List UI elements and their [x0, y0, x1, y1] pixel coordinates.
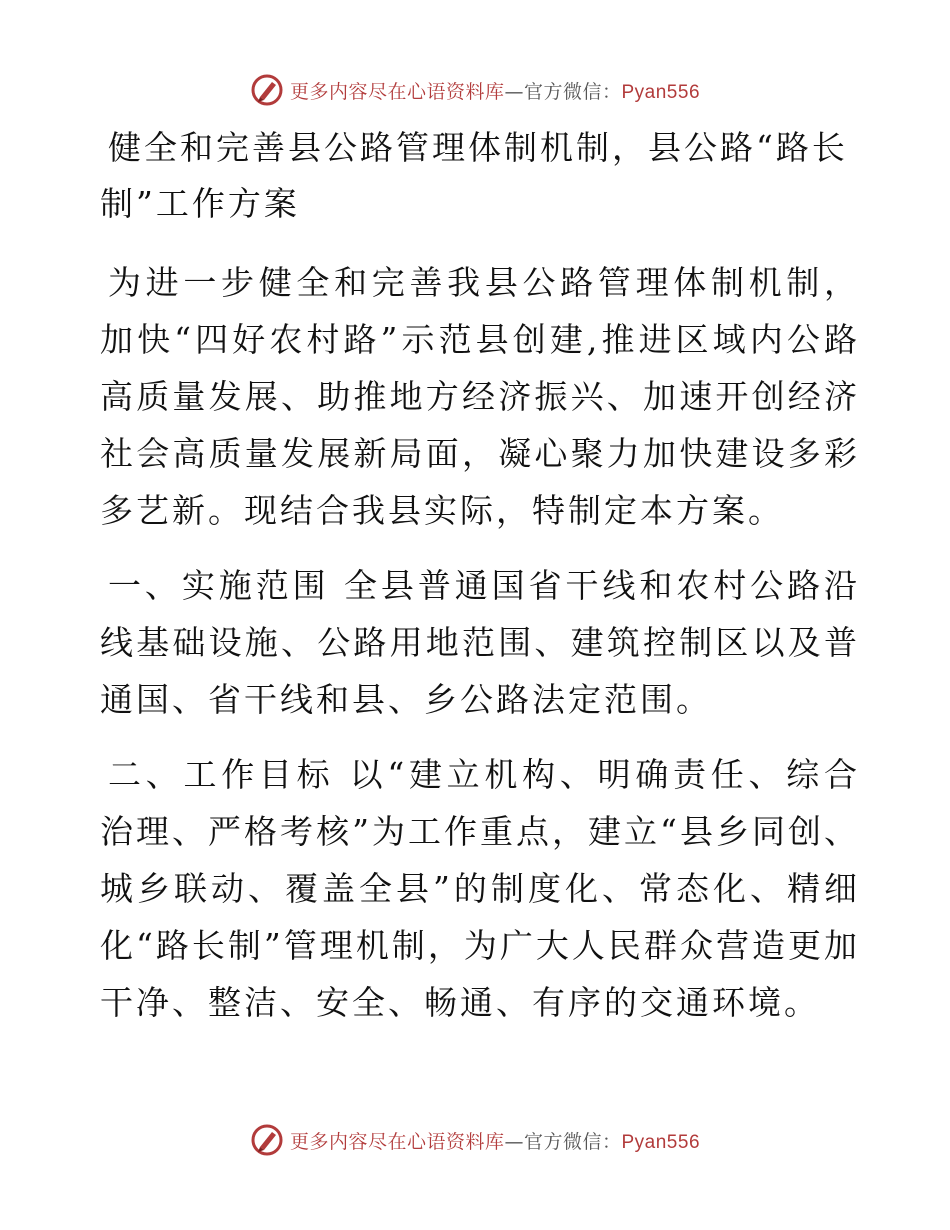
footer-banner [0, 1120, 950, 1160]
banner-text [290, 77, 700, 104]
banner-main: 更多内容尽在心语资料库 [289, 80, 505, 103]
paragraph-intro: 为进一步健全和完善我县公路管理体制机制，加快“四好农村路”示范县创建,推进区域内公路高质量发展、助推地方经济振兴、加速开创经济社会高质量发展新局面，凝心聚力加快建设多彩多艺新。现结合我县实际，特制定本方案。 [100, 263, 860, 530]
banner-separator: — [504, 80, 524, 103]
document-body [100, 120, 860, 1049]
paragraph-goals: 二、工作目标 以“建立机构、明确责任、综合治理、严格考核”为工作重点，建立“县乡同创、城乡联动、覆盖全县”的制度化、常态化、精细化“路长制”管理机制，为广大人民群众营造更加干净、整洁、安全、畅通、有序的交通环境。 [100, 755, 860, 1022]
banner-wechat-id: Pyan556 [621, 81, 701, 103]
banner-wechat-label: 官方微信： [523, 1130, 622, 1153]
banner-main: 更多内容尽在心语资料库 [289, 1130, 505, 1153]
header-banner [0, 70, 950, 110]
pen-logo-icon [250, 1123, 284, 1157]
banner-wechat-id: Pyan556 [621, 1131, 701, 1153]
banner-text [290, 1127, 700, 1154]
paragraph-scope: 一、实施范围 全县普通国省干线和农村公路沿线基础设施、公路用地范围、建筑控制区以及普通国、省干线和县、乡公路法定范围。 [100, 566, 860, 719]
pen-logo-icon [250, 73, 284, 107]
document-title: 健全和完善县公路管理体制机制，县公路“路长制”工作方案 [100, 128, 848, 223]
banner-separator: — [504, 1130, 524, 1153]
banner-wechat-label: 官方微信： [523, 80, 622, 103]
